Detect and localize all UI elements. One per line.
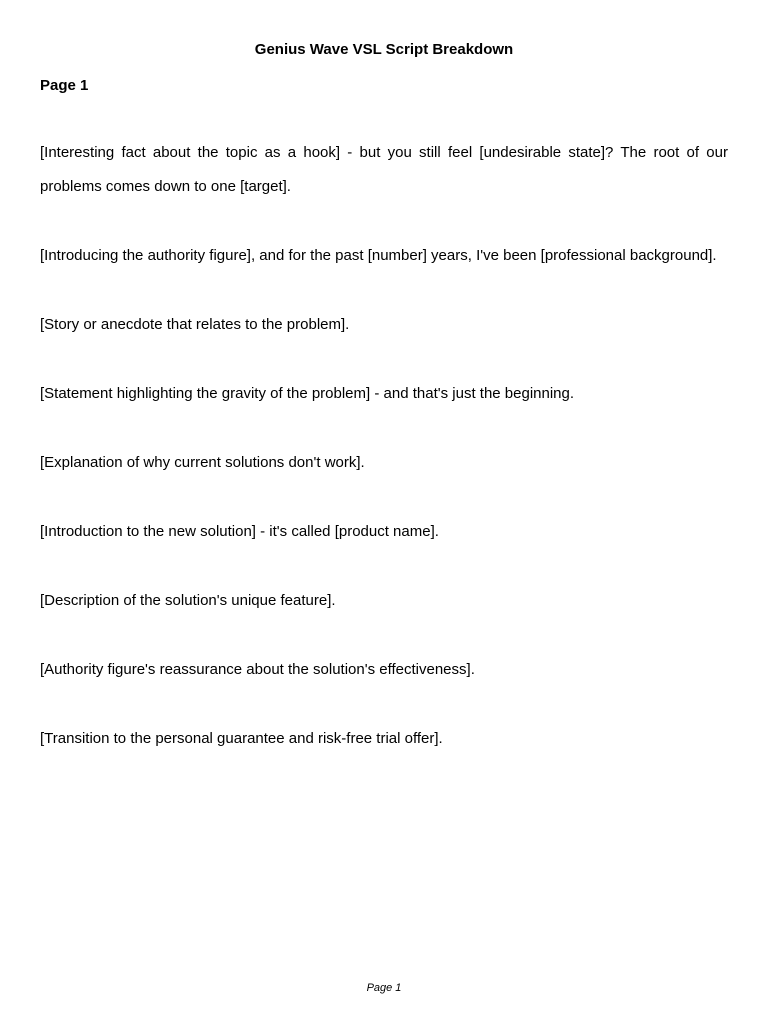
document-body <box>40 136 728 791</box>
paragraph-current-solutions: [Explanation of why current solutions don't work]. <box>40 454 365 471</box>
paragraph-story: [Story or anecdote that relates to the problem]. <box>40 316 350 333</box>
page-footer: Page 1 <box>366 982 402 994</box>
paragraph-gravity: [Statement highlighting the gravity of the problem] - and that's just the beginning. <box>40 385 575 402</box>
paragraph-unique-feature: [Description of the solution's unique feature]. <box>40 592 336 609</box>
paragraph-transition: [Transition to the personal guarantee and risk-free trial offer]. <box>40 730 443 747</box>
paragraph-authority: [Introducing the authority figure], and for the past [number] years, I've been [professional background]. <box>40 247 717 264</box>
paragraph-reassurance: [Authority figure's reassurance about the solution's effectiveness]. <box>40 661 475 678</box>
paragraph-hook: [Interesting fact about the topic as a hook] - but you still feel [undesirable state]? The root of our problems comes down to one [target]. <box>40 144 728 195</box>
document-title: Genius Wave VSL Script Breakdown <box>254 41 514 58</box>
paragraph-new-solution: [Introduction to the new solution] - it's called [product name]. <box>40 523 439 540</box>
page-heading: Page 1 <box>40 77 89 94</box>
